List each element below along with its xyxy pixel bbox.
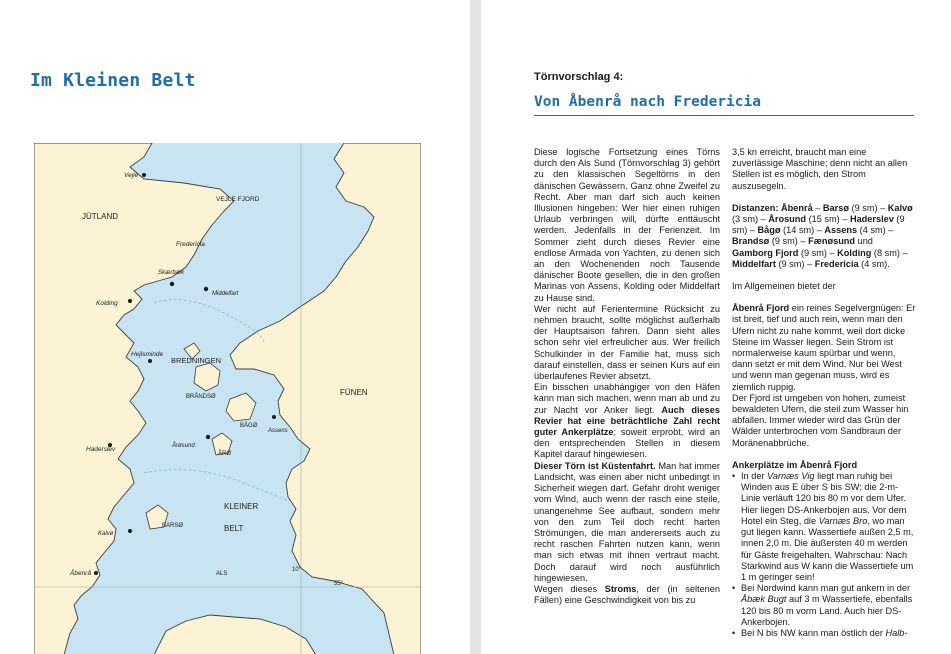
paragraph-anchor-text: Ein bisschen unabhängiger von den Häfen kann man sich machen, wenn man ab und zu zur Nacht vor Anker liegt. <box>534 382 720 415</box>
paragraph-anchor-tail: ; soweit erprobt, wird an den entsprechenden Stellen in diesem Kapitel darauf hingewiesen. <box>534 427 720 460</box>
map-label-jutland: JÜTLAND <box>82 212 119 221</box>
anchor-item-run: auf 3 m Wassertiefe, ebenfalls 120 bis 80 m vorm Land. Auch hier DS-Ankerbojen. <box>741 594 913 627</box>
map-label-kolding: Kolding <box>96 300 118 307</box>
map-label-haderslev: Haderslev <box>86 446 116 453</box>
anchor-list-item <box>732 583 916 628</box>
anchor-list-item <box>732 471 916 583</box>
distance-run: (4 sm) – <box>857 225 894 236</box>
right-page <box>481 0 951 654</box>
distance-run: Årosund <box>768 214 807 225</box>
distance-run: Kalvø <box>887 202 913 213</box>
map-label-lat-55: 55° <box>334 581 344 587</box>
distance-run: Fredericia <box>814 258 859 269</box>
distance-run: Brandsø <box>732 236 770 247</box>
distance-run: Barsø <box>822 202 849 213</box>
map-label-brandso: BRÅNDSØ <box>186 394 216 400</box>
map-label-fuenen: FÜNEN <box>340 388 368 397</box>
anchor-item-run: liegt man ruhig bei Winden aus E über S bis SW; die 2-m-Linie verläuft 120 bis 80 m vor dem Ufer. Hier liegen DS-Ankerbojen aus. Vor dem Hotel ein Steg, die <box>741 471 907 526</box>
paragraph-current <box>534 584 720 606</box>
map-label-lon-10: 10° <box>292 567 302 573</box>
anchor-item-run: Varnæs Vig <box>767 471 815 482</box>
map-label-arosund: Årøsund <box>172 443 195 449</box>
distance-run: (14 sm) – <box>780 225 825 236</box>
text-column-2 <box>732 147 916 639</box>
distance-run: Åbenrå <box>781 202 813 213</box>
paragraph-season: Wer nicht auf Ferientermine Rücksicht zu nehmen braucht, sollte möglichst außerhalb der Hauptsaison fahren. Dann sieht alles schon sehr viel erfreulicher aus. Wer freilich Schulkinder in der Familie hat, muss sich darauf einstellen, dass er seinen Kurs auf ein überlaufenes Revier absetzt. <box>534 303 720 382</box>
map-label-skaerbaek: Skærbæk <box>158 270 185 276</box>
paragraph-engine: 3,5 kn erreicht, braucht man eine zuverlässige Maschine; denn nicht an allen Stellen ist es möglich, den Strom auszusegeln. <box>732 147 908 191</box>
distance-run: Haderslev <box>849 214 894 225</box>
distance-run: – <box>812 202 823 213</box>
distance-run: Gamborg Fjord <box>732 247 799 258</box>
map-kleiner-belt <box>34 143 421 654</box>
map-label-kleiner: KLEINER <box>224 502 259 511</box>
paragraph-current-tail: , der (in seltenen Fällen) eine Geschwindigkeit von bis zu <box>534 583 720 606</box>
distance-run: (9 sm) – <box>848 202 888 213</box>
anchor-item-run: , wo man gut liegen kann. Wassertiefe außen 2,5 m, innen 2,0 m. Die äußersten 40 m werden für Gäste freigehalten. Wahrschau: Nach Starkwind aus W kann die Wassertiefe um 1 m geringer sein! <box>741 515 914 582</box>
map-label-assens: Assens <box>268 428 288 434</box>
paragraph-fjord-2: Der Fjord ist umgeben von hohen, zumeist bewaldeten Ufern, die steil zum Wasser hin abfallen. Immer wieder wird das Grün der Wälder unterbrochen vom Sandbraun der Moränenabbrüche. <box>732 392 909 448</box>
distance-run: Assens <box>824 225 858 236</box>
paragraph-coastal <box>534 461 720 584</box>
distance-run: (9 sm) – <box>798 247 838 258</box>
anchor-list <box>732 471 916 639</box>
map-label-als: ALS <box>216 571 228 577</box>
distance-run: Bågø <box>757 225 781 236</box>
book-gutter <box>470 0 481 654</box>
map-label-bredningen: BREDNINGEN <box>171 356 222 365</box>
tour-label: Törnvorschlag 4: <box>534 71 624 83</box>
paragraph-anchor-bold: Auch dieses Revier hat eine beträchtliche Zahl recht guter Ankerplätze <box>534 404 720 438</box>
paragraph-anchor <box>534 382 720 460</box>
paragraph-general: Im Allgemeinen bietet der <box>732 281 836 292</box>
distances-label: Distanzen: <box>732 202 779 213</box>
map-label-fredericia: Fredericia <box>176 241 205 248</box>
distance-run: (3 sm) – <box>732 214 769 225</box>
text-column-1 <box>534 147 720 606</box>
paragraph-distances <box>732 203 916 270</box>
map-label-belt: BELT <box>224 524 244 533</box>
anchor-list-item <box>732 628 916 639</box>
tour-title: Von Åbenrå nach Fredericia <box>534 94 761 110</box>
anchor-item-run: Varnæs Bro <box>818 515 868 526</box>
map-label-vejle-fjord: VEJLE FJORD <box>216 196 260 203</box>
distance-run: und <box>855 236 873 247</box>
fjord-text: ein reines Segelvergnügen: Er ist breit, tief und auch rein, wenn man den Ufern nicht zu nahe kommt, weil dort dicke Steine im Wasser liegen. Sein Strom ist normalerweise kaum spürbar und wenn, dann setzt er mit dem Wind. Nur bei West und wenn man gegenan muss, wird es ziemlich ruppig. <box>732 303 916 392</box>
map-label-aro: ÅRØ <box>218 451 232 457</box>
paragraph-coastal-text: Man hat immer Landsicht, was einen aber nicht unbedingt in Sicherheit wiegen darf. Gefahr droht weniger vom Wind, auch wenn der rasch eine steile, unangenehme See aufbaut, sondern mehr von den zum Teil doch recht harten Strömungen, die man andererseits auch zu recht raschen Fahrten nutzen kann, wenn man sich etwas mit ihnen vertraut macht. Doch darauf wird noch ausführlich hingewiesen. <box>534 460 720 583</box>
distance-run: (4 sm). <box>858 258 890 269</box>
map-label-kalvo: Kalvø <box>98 531 114 537</box>
paragraph-coastal-bold: Dieser Törn ist Küstenfahrt. <box>534 460 656 471</box>
chapter-title: Im Kleinen Belt <box>30 70 196 91</box>
distance-run: (9 sm) – <box>769 236 809 247</box>
map-label-vejle: Vejle <box>124 172 139 179</box>
paragraph-fjord <box>732 303 916 393</box>
map-label-middelfart: Middelfart <box>212 291 239 297</box>
distance-run: (15 sm) – <box>806 214 850 225</box>
map-label-hejlsminde: Hejlsminde <box>131 351 164 358</box>
left-page <box>0 0 470 654</box>
distance-run: Kolding <box>837 247 872 258</box>
anchor-item-run: Halb- <box>885 627 908 638</box>
map-label-bago: BÅGØ <box>240 423 258 429</box>
paragraph-intro: Diese logische Fortsetzung eines Törns durch den Als Sund (Törnvorschlag 3) gehört zu den klassischen Segeltörns in den dänischen Gewässern. Ganz ohne Zweifel zu Recht. Aber man darf sich auch keinen Illusionen hingeben: Wer hier einen ruhigen Urlaub verbringen will, dürfte enttäuscht werden. Jedenfalls in der Ferienzeit. Im Sommer zieht durch dieses Revier eine endlose Armada von Yachten, zu denen sich an den Wochenenden noch Tausende dänischer Boote gesellen, die in den großen Marinas von Assens, Kolding oder Middelfart zu Hause sind. <box>534 147 720 303</box>
distance-run: (9 sm) – <box>775 258 815 269</box>
anchor-item-run: Bei N bis NW kann man östlich der <box>741 627 886 638</box>
anchor-item-run: Åbæk Bugt <box>741 594 787 605</box>
fjord-name: Åbenrå Fjord <box>732 303 790 314</box>
distance-run: (8 sm) – <box>871 247 908 258</box>
title-rule <box>534 115 914 116</box>
anchor-item-run: In der <box>741 471 768 482</box>
map-label-abenra: Åbenrå <box>70 570 91 577</box>
anchor-heading: Ankerplätze im Åbenrå Fjord <box>732 459 858 470</box>
map-label-barso: BARSØ <box>162 523 184 529</box>
anchor-item-run: Bei Nordwind kann man gut ankern in der <box>741 583 911 594</box>
distance-run: (9 sm) – <box>732 214 905 236</box>
distance-run: Fænøsund <box>808 236 856 247</box>
paragraph-current-text: Wegen dieses <box>534 583 598 594</box>
distance-run: Middelfart <box>732 258 776 269</box>
paragraph-current-bold: Stroms <box>604 583 637 594</box>
